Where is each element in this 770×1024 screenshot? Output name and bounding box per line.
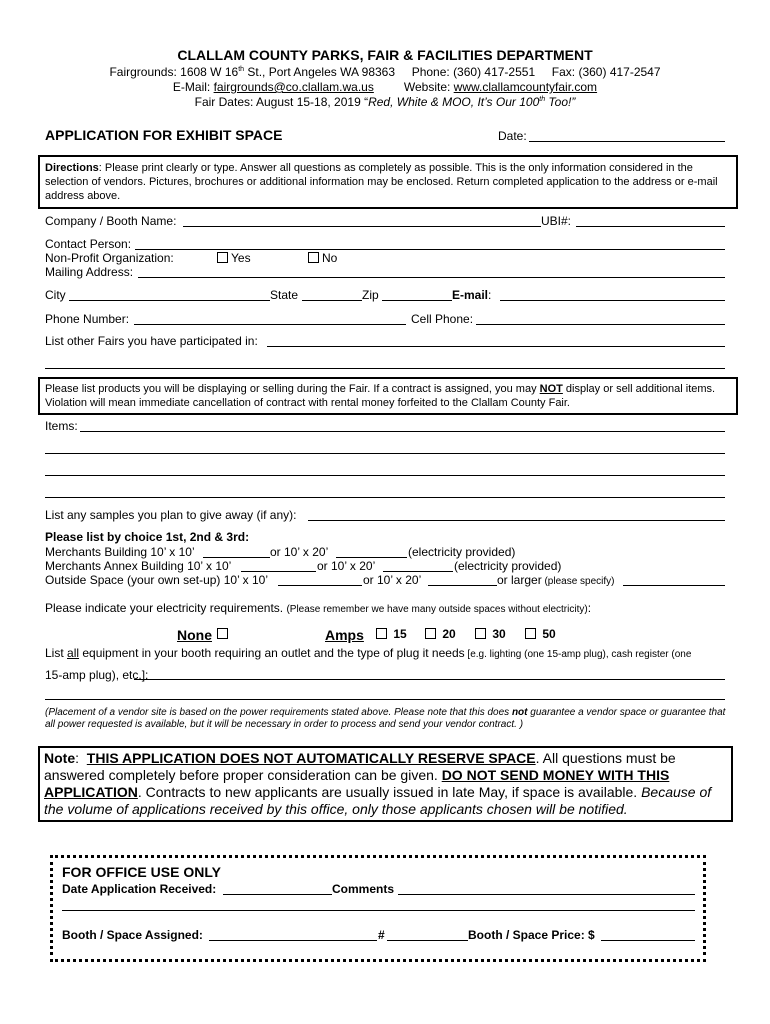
city-field[interactable]	[69, 300, 270, 301]
zip-field[interactable]	[382, 300, 452, 301]
cell-field[interactable]	[476, 324, 725, 325]
products-notice: Please list products you will be displaying or selling during the Fair. If a contract is assigned, you may NOT display or sell additional items. Violation will mean immediate cancellation of contract with rental money forfeited to the Clallam County Fair.	[38, 377, 738, 415]
other-fairs-label: List other Fairs you have participated in:	[45, 334, 258, 348]
annex-tail: (electricity provided)	[454, 559, 562, 573]
amps-label: Amps	[325, 627, 364, 643]
merchants-tail: (electricity provided)	[408, 545, 516, 559]
ubi-label: UBI#:	[541, 214, 572, 228]
merchants-label: Merchants Building 10’ x 10’	[45, 545, 195, 559]
ubi-field[interactable]	[576, 226, 725, 227]
comments-field-2[interactable]	[62, 910, 695, 911]
equipment-field-2[interactable]	[45, 699, 725, 700]
none-label: None	[177, 627, 212, 643]
equipment-label-2: 15-amp plug), etc.]:	[45, 668, 149, 682]
phone-label: Phone Number:	[45, 312, 130, 326]
samples-label: List any samples you plan to give away (if any):	[45, 508, 297, 522]
amps-20[interactable]: 20	[425, 627, 456, 641]
email-label: E-mail:	[452, 288, 492, 302]
annex-10-field[interactable]	[241, 571, 316, 572]
directions-box: Directions: Please print clearly or type. Answer all questions as completely as possible. This is the only information considered in the selection of vendors. Pictures, brochures or additional information may be enclosed. Return completed application to the address or e-mail address above.	[38, 155, 738, 209]
placement-note: (Placement of a vendor site is based on the power requirements stated above. Please note that this does not guarantee a vendor space or guarantee that all power requested is available, but it will be necessary in order to process and send your vendor contract. )	[45, 707, 726, 730]
cell-label: Cell Phone:	[411, 312, 474, 326]
date-field[interactable]	[529, 141, 725, 142]
none-checkbox[interactable]	[217, 628, 228, 639]
zip-label: Zip	[362, 288, 379, 302]
amps-30[interactable]: 30	[475, 627, 506, 641]
annex-20-field[interactable]	[383, 571, 453, 572]
yes-checkbox[interactable]	[217, 252, 228, 263]
date-label: Date:	[498, 129, 527, 143]
nonprofit-no[interactable]: No	[308, 251, 337, 265]
note-box: Note: THIS APPLICATION DOES NOT AUTOMATICALLY RESERVE SPACE. All questions must be answered completely before proper consideration can be given. DO NOT SEND MONEY WITH THIS APPLICATION. Contracts to new applicants are usually issued in late May, if space is available. Because of the volume of applications received by this office, only those applicants chosen will be notified.	[38, 746, 733, 822]
outside-10-field[interactable]	[278, 585, 362, 586]
merchants-10-field[interactable]	[203, 557, 270, 558]
company-field[interactable]	[183, 226, 541, 227]
amps-50[interactable]: 50	[525, 627, 556, 641]
items-field-3[interactable]	[45, 475, 725, 476]
samples-field[interactable]	[308, 520, 725, 521]
contact-field[interactable]	[135, 249, 725, 250]
email-field[interactable]	[500, 300, 725, 301]
merchants-20-field[interactable]	[336, 557, 407, 558]
hash-label: #	[378, 928, 385, 942]
no-checkbox[interactable]	[308, 252, 319, 263]
contact-line: E-Mail: fairgrounds@co.clallam.wa.us Website: www.clallamcountyfair.com	[172, 80, 598, 94]
received-field[interactable]	[223, 894, 332, 895]
state-label: State	[270, 288, 299, 302]
amps-15[interactable]: 15	[376, 627, 407, 641]
mailing-field[interactable]	[138, 277, 725, 278]
booth-field[interactable]	[209, 940, 377, 941]
comments-label: Comments	[332, 882, 395, 896]
office-title: FOR OFFICE USE ONLY	[62, 864, 221, 880]
comments-field[interactable]	[398, 894, 695, 895]
fair-dates: Fair Dates: August 15-18, 2019 “Red, White & MOO, It’s Our 100th Too!”	[194, 95, 576, 109]
amps-15-checkbox[interactable]	[376, 628, 387, 639]
contact-label: Contact Person:	[45, 237, 132, 251]
other-fairs-field[interactable]	[267, 346, 725, 347]
booth-number-field[interactable]	[387, 940, 468, 941]
company-label: Company / Booth Name:	[45, 214, 177, 228]
city-label: City	[45, 288, 66, 302]
items-label: Items:	[45, 419, 78, 433]
equipment-field-1[interactable]	[134, 679, 725, 680]
website-link[interactable]: www.clallamcountyfair.com	[453, 80, 598, 94]
received-label: Date Application Received:	[62, 882, 217, 896]
amps-50-checkbox[interactable]	[525, 628, 536, 639]
booth-label: Booth / Space Assigned:	[62, 928, 203, 942]
amps-30-checkbox[interactable]	[475, 628, 486, 639]
phone-field[interactable]	[134, 324, 406, 325]
equipment-label: List all equipment in your booth requiring an outlet and the type of plug it needs [e.g. lighting (one 15-amp plug), cash register (one	[45, 646, 692, 660]
merchants-or: or 10’ x 20’	[270, 545, 329, 559]
outside-or: or 10’ x 20’	[363, 573, 422, 587]
items-field-4[interactable]	[45, 497, 725, 498]
nonprofit-label: Non-Profit Organization:	[45, 251, 174, 265]
price-field[interactable]	[601, 940, 695, 941]
address-line: Fairgrounds: 1608 W 16th St., Port Angeles WA 98363 Phone: (360) 417-2551 Fax: (360) 417-2547	[109, 65, 661, 79]
page-title: APPLICATION FOR EXHIBIT SPACE	[45, 127, 283, 143]
state-field[interactable]	[302, 300, 362, 301]
price-label: Booth / Space Price: $	[468, 928, 595, 942]
outside-20-field[interactable]	[428, 585, 497, 586]
outside-larger-field[interactable]	[623, 585, 725, 586]
items-field-1[interactable]	[80, 431, 725, 432]
outside-larger: or larger (please specify)	[497, 573, 615, 587]
email-link[interactable]: fairgrounds@co.clallam.wa.us	[213, 80, 374, 94]
annex-label: Merchants Annex Building 10’ x 10’	[45, 559, 232, 573]
amps-20-checkbox[interactable]	[425, 628, 436, 639]
items-field-2[interactable]	[45, 453, 725, 454]
nonprofit-yes[interactable]: Yes	[217, 251, 251, 265]
electric-label: Please indicate your electricity requirements. (Please remember we have many outside spaces without electricity):	[45, 601, 592, 615]
other-fairs-field-2[interactable]	[45, 368, 725, 369]
outside-label: Outside Space (your own set-up) 10’ x 10’	[45, 573, 269, 587]
mailing-label: Mailing Address:	[45, 265, 134, 279]
org-heading: CLALLAM COUNTY PARKS, FAIR & FACILITIES DEPARTMENT	[177, 47, 593, 63]
annex-or: or 10’ x 20’	[317, 559, 376, 573]
choices-heading: Please list by choice 1st, 2nd & 3rd:	[45, 530, 250, 544]
